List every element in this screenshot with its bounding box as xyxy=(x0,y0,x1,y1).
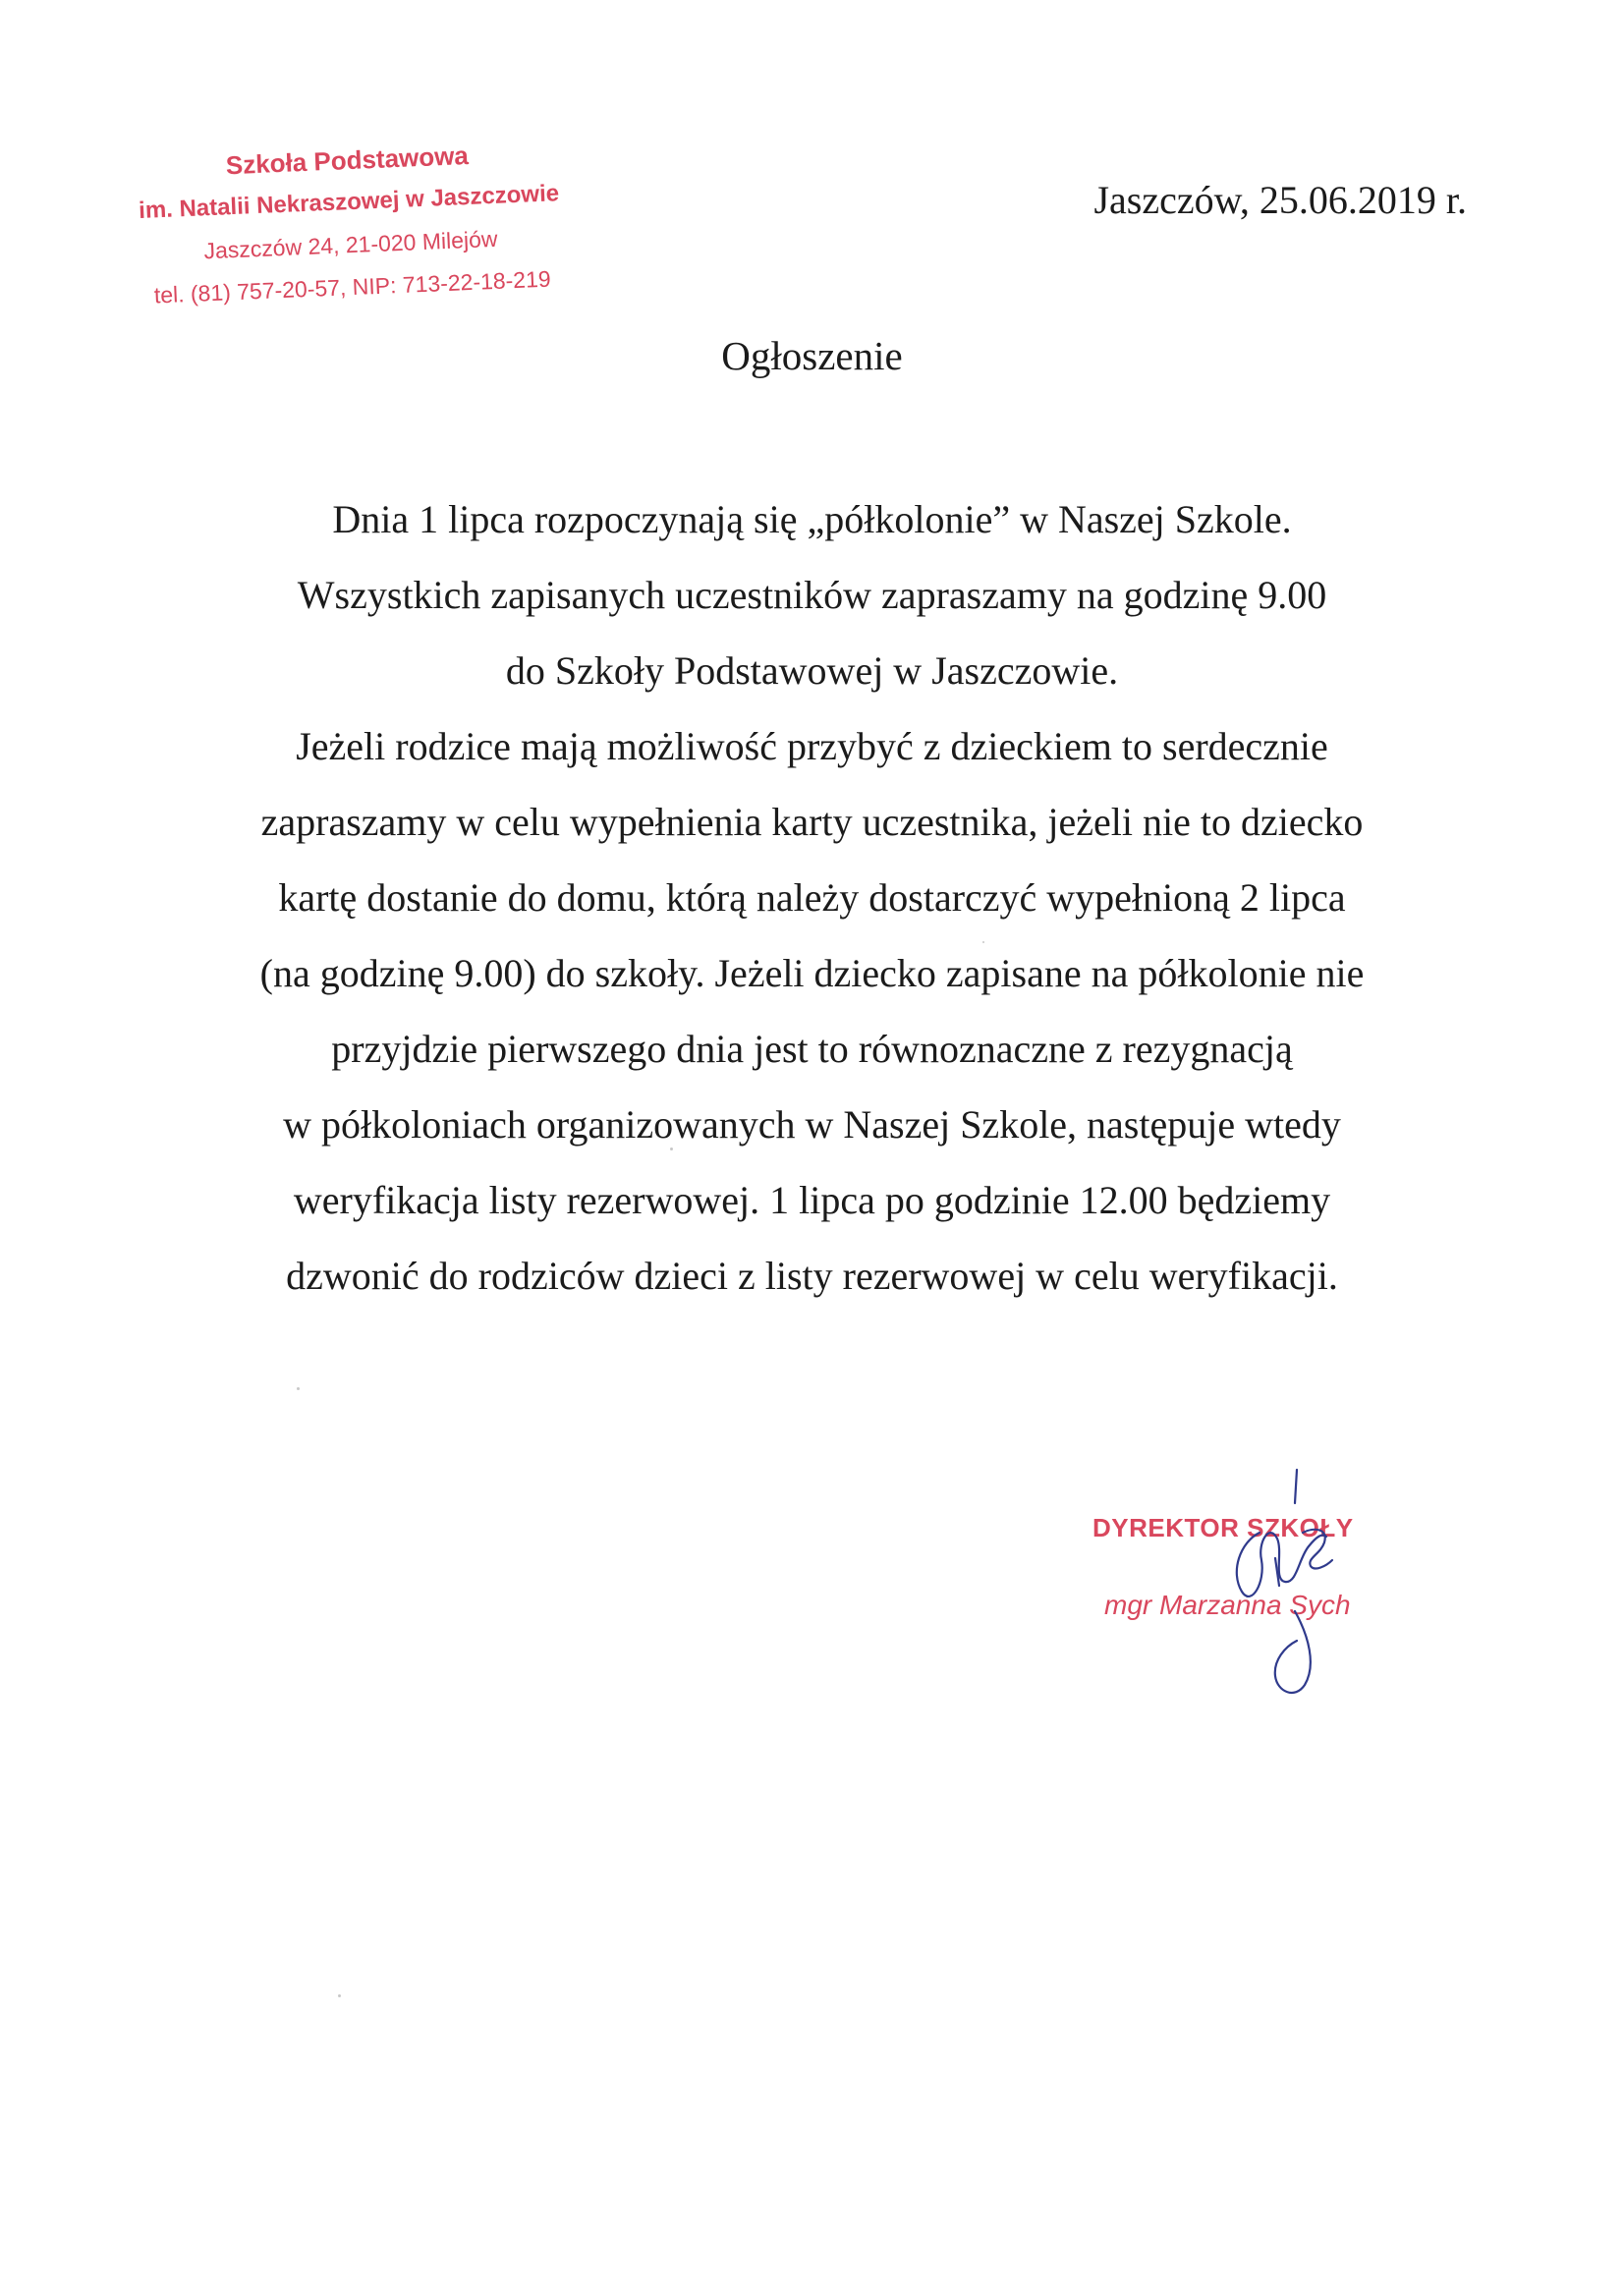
school-stamp xyxy=(116,138,584,308)
stamp-contact: tel. (81) 757-20-57, NIP: 713-22-18-219 xyxy=(153,265,552,308)
body-line: dzwonić do rodziców dzieci z listy rezerwowej w celu weryfikacji. xyxy=(286,1254,1338,1298)
stamp-address: Jaszczów 24, 21-020 Milejów xyxy=(202,225,498,264)
body-line: zapraszamy w celu wypełnienia karty uczestnika, jeżeli nie to dziecko xyxy=(260,800,1364,844)
body-line: Wszystkich zapisanych uczestników zapraszamy na godzinę 9.00 xyxy=(297,573,1327,617)
body-line: (na godzinę 9.00) do szkoły. Jeżeli dziecko zapisane na półkolonie nie xyxy=(259,951,1365,995)
scan-speck xyxy=(297,1387,300,1390)
body-line: Jeżeli rodzice mają możliwość przybyć z dzieckiem to serdecznie xyxy=(296,724,1328,768)
director-stamp xyxy=(1053,1493,1446,1690)
scan-speck xyxy=(982,941,984,943)
body-line: w półkoloniach organizowanych w Naszej Szkole, następuje wtedy xyxy=(283,1102,1341,1147)
body-line: Dnia 1 lipca rozpoczynają się „półkolonie” w Naszej Szkole. xyxy=(332,497,1292,541)
handwritten-signature xyxy=(1201,1464,1358,1709)
body-line: weryfikacja listy rezerwowej. 1 lipca po godzinie 12.00 będziemy xyxy=(293,1178,1331,1222)
announcement-body xyxy=(0,481,1624,1314)
stamp-school-patron: im. Natalii Nekraszowej w Jaszczowie xyxy=(138,180,560,225)
body-line: przyjdzie pierwszego dnia jest to równoznaczne z rezygnacją xyxy=(331,1027,1293,1071)
stamp-school-name: Szkoła Podstawowa xyxy=(225,140,470,181)
body-line: do Szkoły Podstawowej w Jaszczowie. xyxy=(505,648,1119,693)
scan-speck xyxy=(338,1994,341,1997)
document-title: Ogłoszenie xyxy=(721,333,903,378)
scan-speck xyxy=(670,1148,673,1150)
body-line: kartę dostanie do domu, którą należy dostarczyć wypełnioną 2 lipca xyxy=(278,875,1346,920)
place-and-date: Jaszczów, 25.06.2019 r. xyxy=(1093,178,1467,222)
director-name: mgr Marzanna Sych xyxy=(1104,1590,1351,1620)
director-role: DYREKTOR SZKOŁY xyxy=(1092,1513,1354,1542)
